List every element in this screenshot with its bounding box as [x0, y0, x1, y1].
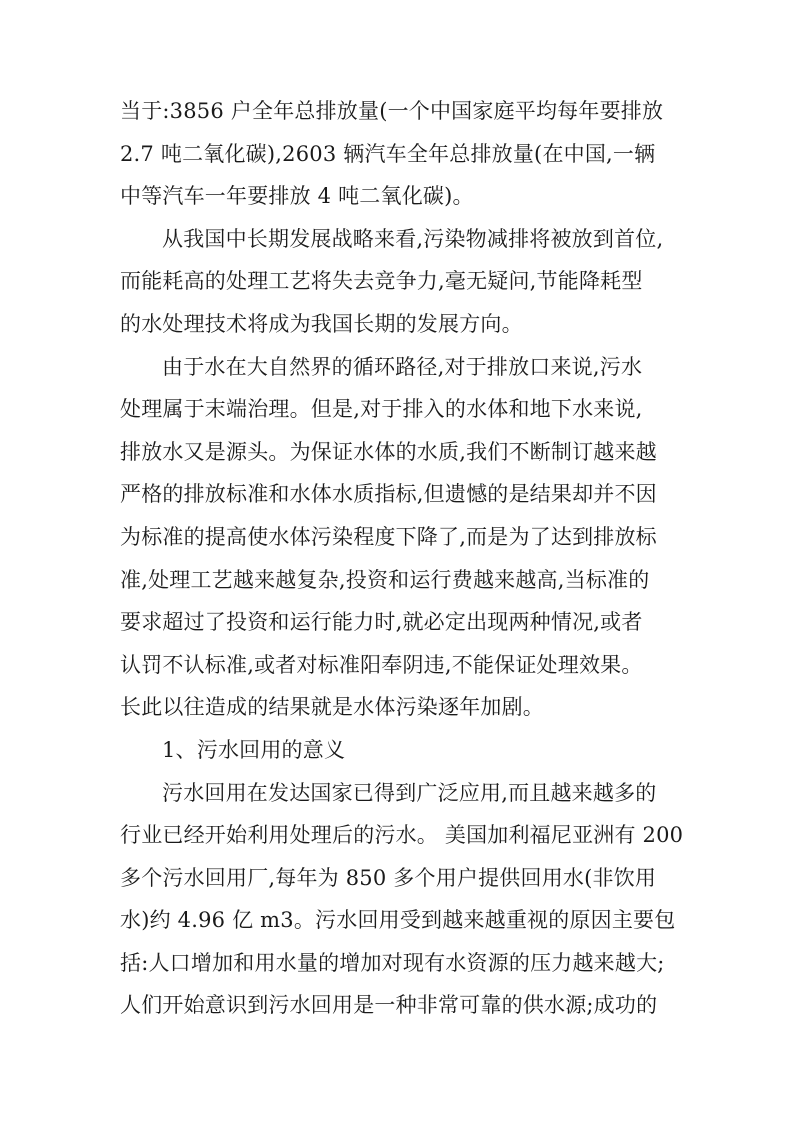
- section-heading: 1、污水回用的意义: [162, 737, 346, 762]
- text-line: 为标准的提高使水体污染程度下降了,而是为了达到排放标: [120, 524, 657, 549]
- text-line: 而能耗高的处理工艺将失去竞争力,毫无疑问,节能降耗型: [120, 269, 643, 294]
- text-line: 长此以往造成的结果就是水体污染逐年加剧。: [120, 695, 544, 720]
- text-line: 的水处理技术将成为我国长期的发展方向。: [120, 311, 523, 336]
- paragraph-first-line: 从我国中长期发展战略来看,污染物减排将被放到首位,: [162, 226, 664, 251]
- text-line: 准,处理工艺越来越复杂,投资和运行费越来越高,当标准的: [120, 567, 650, 592]
- text-line: 处理属于末端治理。但是,对于排入的水体和地下水来说,: [120, 397, 643, 422]
- text-line: 当于:3856 户全年总排放量(一个中国家庭平均每年要排放: [120, 99, 664, 123]
- text-line: 2.7 吨二氧化碳),2603 辆汽车全年总排放量(在中国,一辆: [120, 141, 656, 166]
- text-line: 水)约 4.96 亿 m3。污水回用受到越来越重视的原因主要包: [120, 908, 676, 933]
- text-line: 括:人口增加和用水量的增加对现有水资源的压力越来越大;: [120, 950, 665, 975]
- paragraph-first-line: 由于水在大自然界的循环路径,对于排放口来说,污水: [162, 354, 643, 379]
- text-line: 要求超过了投资和运行能力时,就必定出现两种情况,或者: [120, 610, 643, 635]
- text-line: 认罚不认标准,或者对标准阳奉阴违,不能保证处理效果。: [120, 652, 643, 677]
- paragraph-first-line: 污水回用在发达国家已得到广泛应用,而且越来越多的: [162, 780, 657, 805]
- text-line: 人们开始意识到污水回用是一种非常可靠的供水源;成功的: [120, 993, 658, 1018]
- text-line: 多个污水回用厂,每年为 850 多个用户提供回用水(非饮用: [120, 865, 657, 890]
- text-line: 行业已经开始利用处理后的污水。 美国加利福尼亚洲有 200: [120, 823, 684, 848]
- text-line: 严格的排放标准和水体水质指标,但遗憾的是结果却并不因: [120, 482, 657, 507]
- text-line: 排放水又是源头。为保证水体的水质,我们不断制订越来越: [120, 439, 657, 464]
- document-body: [120, 90, 685, 1027]
- text-line: 中等汽车一年要排放 4 吨二氧化碳)。: [120, 184, 474, 209]
